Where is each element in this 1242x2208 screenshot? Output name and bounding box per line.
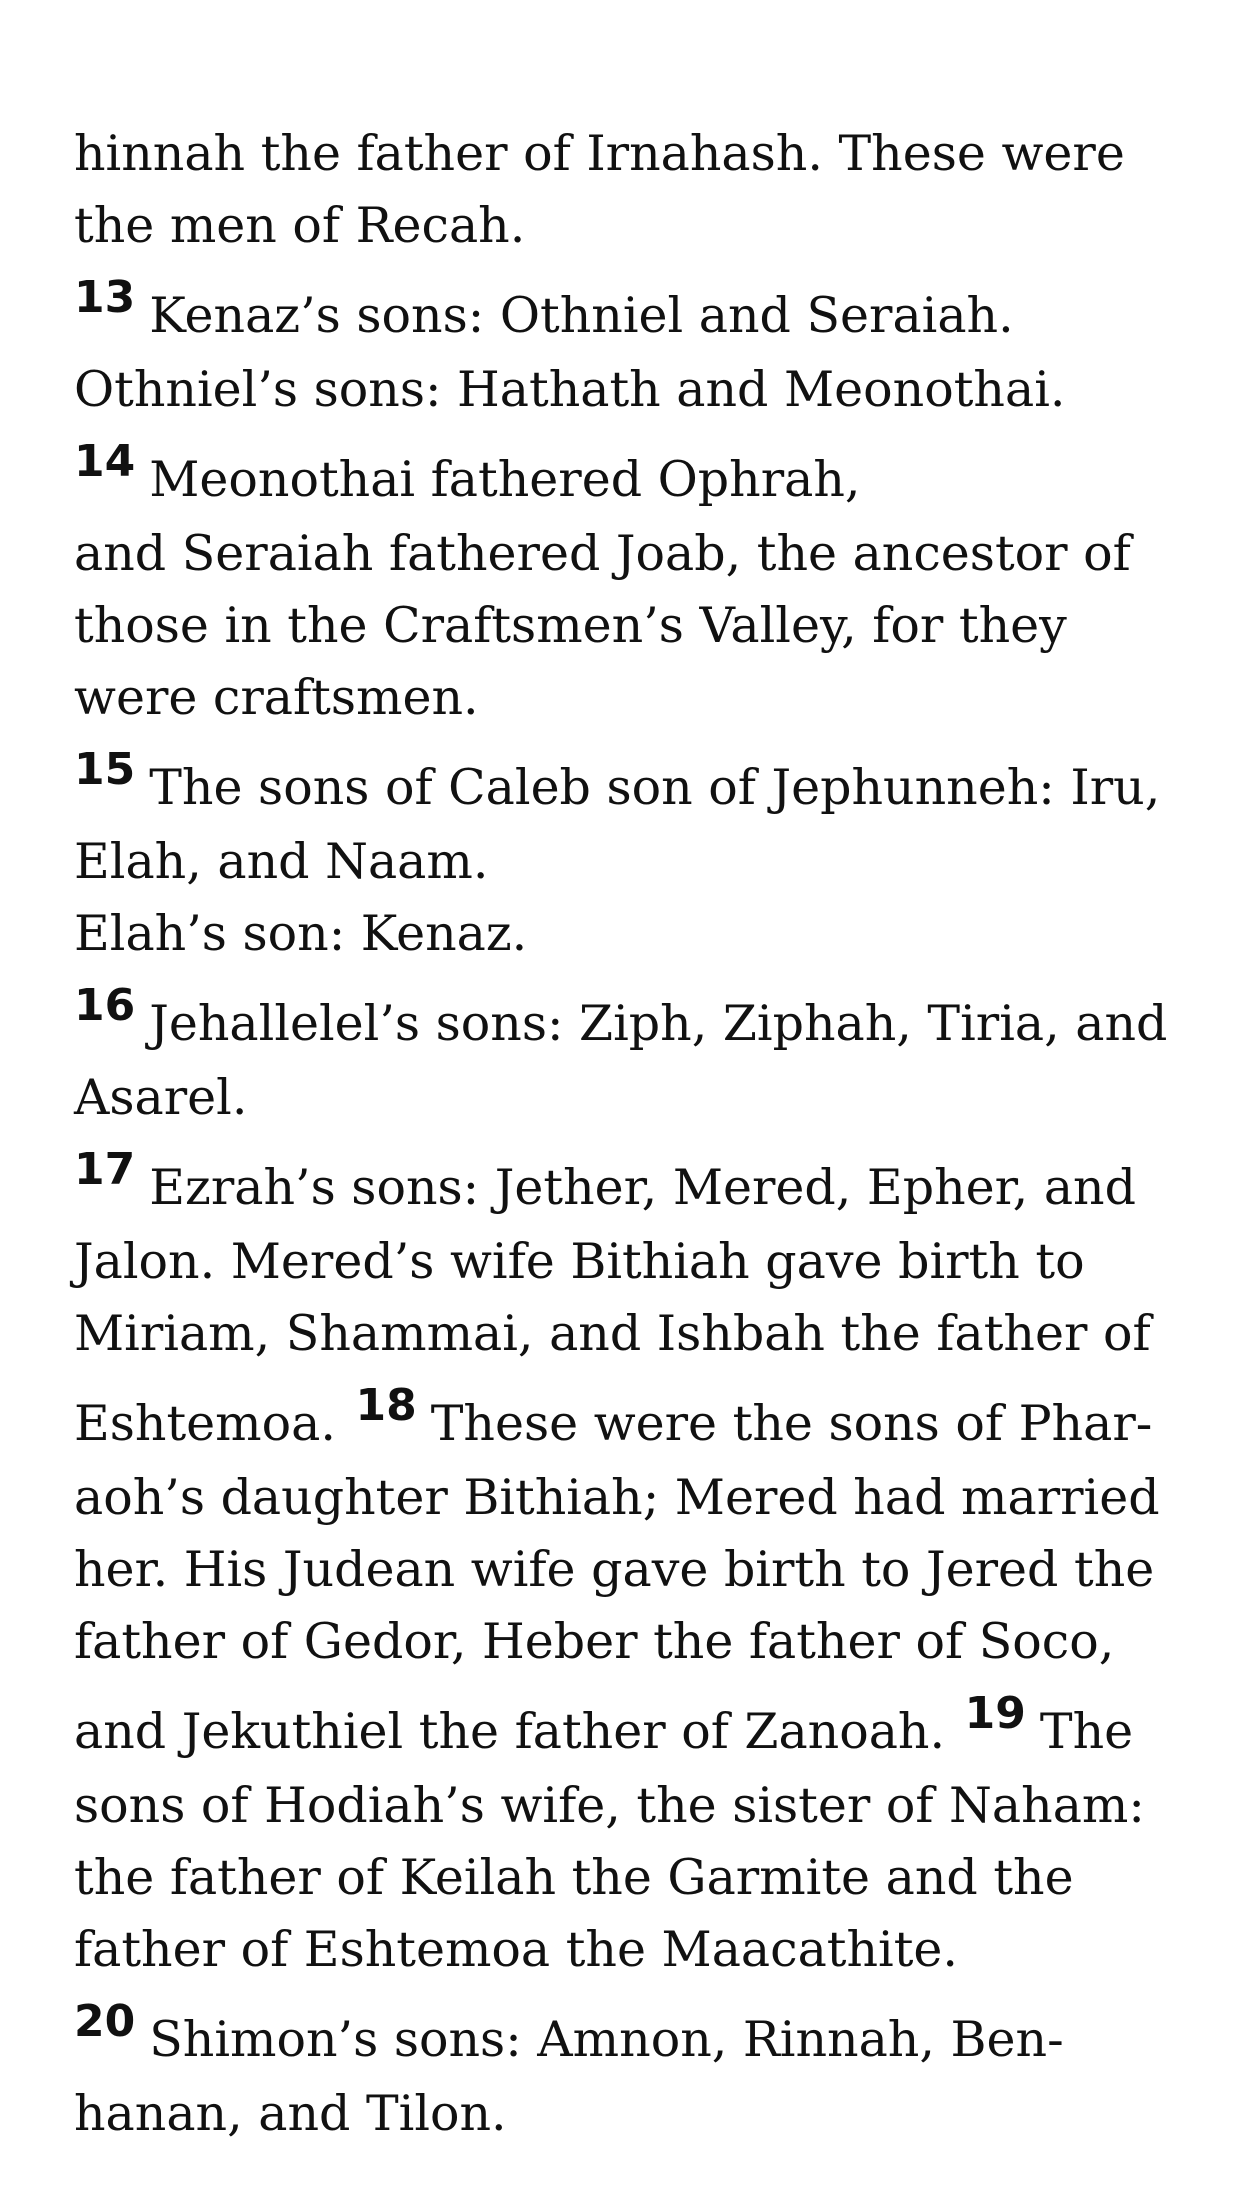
line-text: the men of Recah. <box>74 197 526 254</box>
line-text: and Seraiah fathered Joab, the ancestor of <box>74 525 1131 582</box>
text-line-with-verse-19 <box>74 1688 1184 1770</box>
line-text: Shimon’s sons: Amnon, Rinnah, Ben- <box>149 2011 1064 2068</box>
text-line <box>74 590 1184 662</box>
line-text: father of Eshtemoa the Maacathite. <box>74 1921 958 1978</box>
scripture-text <box>74 118 1184 2150</box>
verse-number: 17 <box>74 1144 136 1195</box>
text-line <box>74 1062 1184 1134</box>
line-text: hanan, and Tilon. <box>74 2085 507 2142</box>
text-line <box>74 1914 1184 1986</box>
text-line <box>74 2078 1184 2150</box>
line-text: aoh’s daughter Bithiah; Mered had married <box>74 1469 1160 1526</box>
verse-number: 20 <box>74 1996 136 2047</box>
text-line <box>74 518 1184 590</box>
verse-number: 16 <box>74 980 136 1031</box>
verse-17 <box>74 1144 1184 1226</box>
line-text: her. His Judean wife gave birth to Jered the <box>74 1541 1155 1598</box>
line-text: the father of Keilah the Garmite and the <box>74 1849 1074 1906</box>
line-text: and Jekuthiel the father of Zanoah. <box>74 1703 946 1760</box>
verse-number: 19 <box>964 1688 1026 1739</box>
text-line <box>74 662 1184 734</box>
verse-number: 18 <box>355 1380 417 1431</box>
line-text: Jalon. Mered’s wife Bithiah gave birth to <box>74 1233 1085 1290</box>
text-line <box>74 826 1184 898</box>
line-text: Eshtemoa. <box>74 1395 336 1452</box>
text-line <box>74 190 1184 262</box>
text-line <box>74 898 1184 970</box>
line-text: Meonothai fathered Ophrah, <box>149 451 861 508</box>
verse-number: 14 <box>74 436 136 487</box>
line-text: were craftsmen. <box>74 669 479 726</box>
verse-20 <box>74 1996 1184 2078</box>
line-text: Miriam, Shammai, and Ishbah the father of <box>74 1305 1151 1362</box>
line-text: Othniel’s sons: Hathath and Meonothai. <box>74 361 1066 418</box>
line-text: The <box>1039 1703 1134 1760</box>
text-line-with-verse-18 <box>74 1380 1184 1462</box>
text-line <box>74 354 1184 426</box>
text-line <box>74 1534 1184 1606</box>
line-text: Jehallelel’s sons: Ziph, Ziphah, Tiria, and <box>149 995 1168 1052</box>
text-line <box>74 1770 1184 1842</box>
line-text: hinnah the father of Irnahash. These were <box>74 125 1125 182</box>
text-line <box>74 1842 1184 1914</box>
line-text: Ezrah’s sons: Jether, Mered, Epher, and <box>149 1159 1136 1216</box>
line-text: Kenaz’s sons: Othniel and Seraiah. <box>149 287 1014 344</box>
text-line <box>74 118 1184 190</box>
text-line <box>74 1462 1184 1534</box>
text-line <box>74 1298 1184 1370</box>
line-text: The sons of Caleb son of Jephunneh: Iru, <box>149 759 1161 816</box>
line-text: Elah’s son: Kenaz. <box>74 905 528 962</box>
line-text: those in the Craftsmen’s Valley, for they <box>74 597 1067 654</box>
verse-13 <box>74 272 1184 354</box>
verse-number: 13 <box>74 272 136 323</box>
verse-14 <box>74 436 1184 518</box>
line-text: Elah, and Naam. <box>74 833 489 890</box>
text-line <box>74 1226 1184 1298</box>
line-text: Asarel. <box>74 1069 248 1126</box>
verse-16 <box>74 980 1184 1062</box>
line-text: sons of Hodiah’s wife, the sister of Naham: <box>74 1777 1145 1834</box>
line-text: father of Gedor, Heber the father of Soco, <box>74 1613 1115 1670</box>
line-text: These were the sons of Phar- <box>430 1395 1153 1452</box>
verse-15 <box>74 744 1184 826</box>
text-line <box>74 1606 1184 1678</box>
verse-number: 15 <box>74 744 136 795</box>
